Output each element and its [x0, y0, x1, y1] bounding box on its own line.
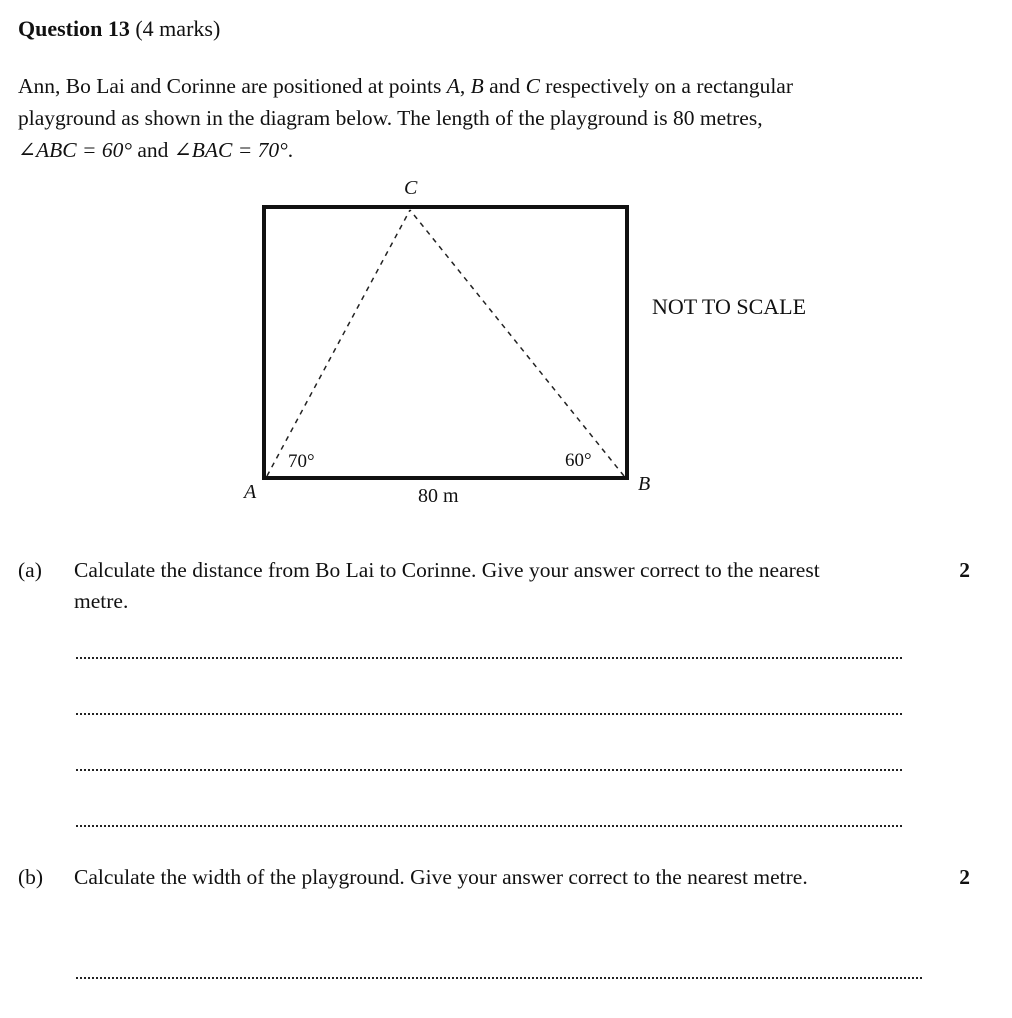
length-label: 80 m [418, 485, 459, 507]
answer-line-a-3[interactable] [76, 769, 902, 771]
angle-abc: ∠ABC = 60° [18, 138, 132, 162]
part-a-text: Calculate the distance from Bo Lai to Corinne. Give your answer correct to the nearest metre. [74, 558, 820, 613]
answer-line-b-1[interactable] [76, 977, 922, 979]
side-ac-dashed [267, 210, 410, 476]
angle-a-label: 70° [288, 451, 315, 472]
angle-b-label: 60° [565, 450, 592, 471]
side-bc-dashed [410, 210, 624, 476]
intro-sep: , [459, 74, 471, 98]
answer-line-a-2[interactable] [76, 713, 902, 715]
intro-line-2: playground as shown in the diagram below. The length of the playground is 80 metres, [18, 106, 763, 130]
answer-line-a-1[interactable] [76, 657, 902, 659]
intro-text: Ann, Bo Lai and Corinne are positioned at points [18, 74, 447, 98]
part-a-label: (a) [18, 558, 42, 582]
part-b-label: (b) [18, 865, 44, 889]
intro-sep: and [483, 74, 526, 98]
playground-rectangle [264, 207, 627, 478]
label-c: C [404, 177, 418, 199]
question-number: Question 13 [18, 16, 130, 41]
question-marks: (4 marks) [135, 16, 221, 41]
part-b-marks: 2 [959, 865, 970, 889]
intro-text: respectively on a rectangular [539, 74, 794, 98]
label-b: B [638, 473, 651, 495]
intro-point-b: B [470, 74, 484, 98]
intro-point-a: A [446, 74, 460, 98]
part-a-marks: 2 [959, 558, 970, 582]
answer-line-a-4[interactable] [76, 825, 902, 827]
label-a: A [244, 481, 257, 503]
intro-conj: and [131, 138, 174, 162]
intro-end: . [287, 138, 294, 162]
part-b-text: Calculate the width of the playground. Give your answer correct to the nearest metre. [74, 865, 808, 889]
angle-bac: ∠BAC = 70° [173, 138, 288, 162]
intro-point-c: C [525, 74, 540, 98]
not-to-scale-note: NOT TO SCALE [652, 294, 807, 319]
